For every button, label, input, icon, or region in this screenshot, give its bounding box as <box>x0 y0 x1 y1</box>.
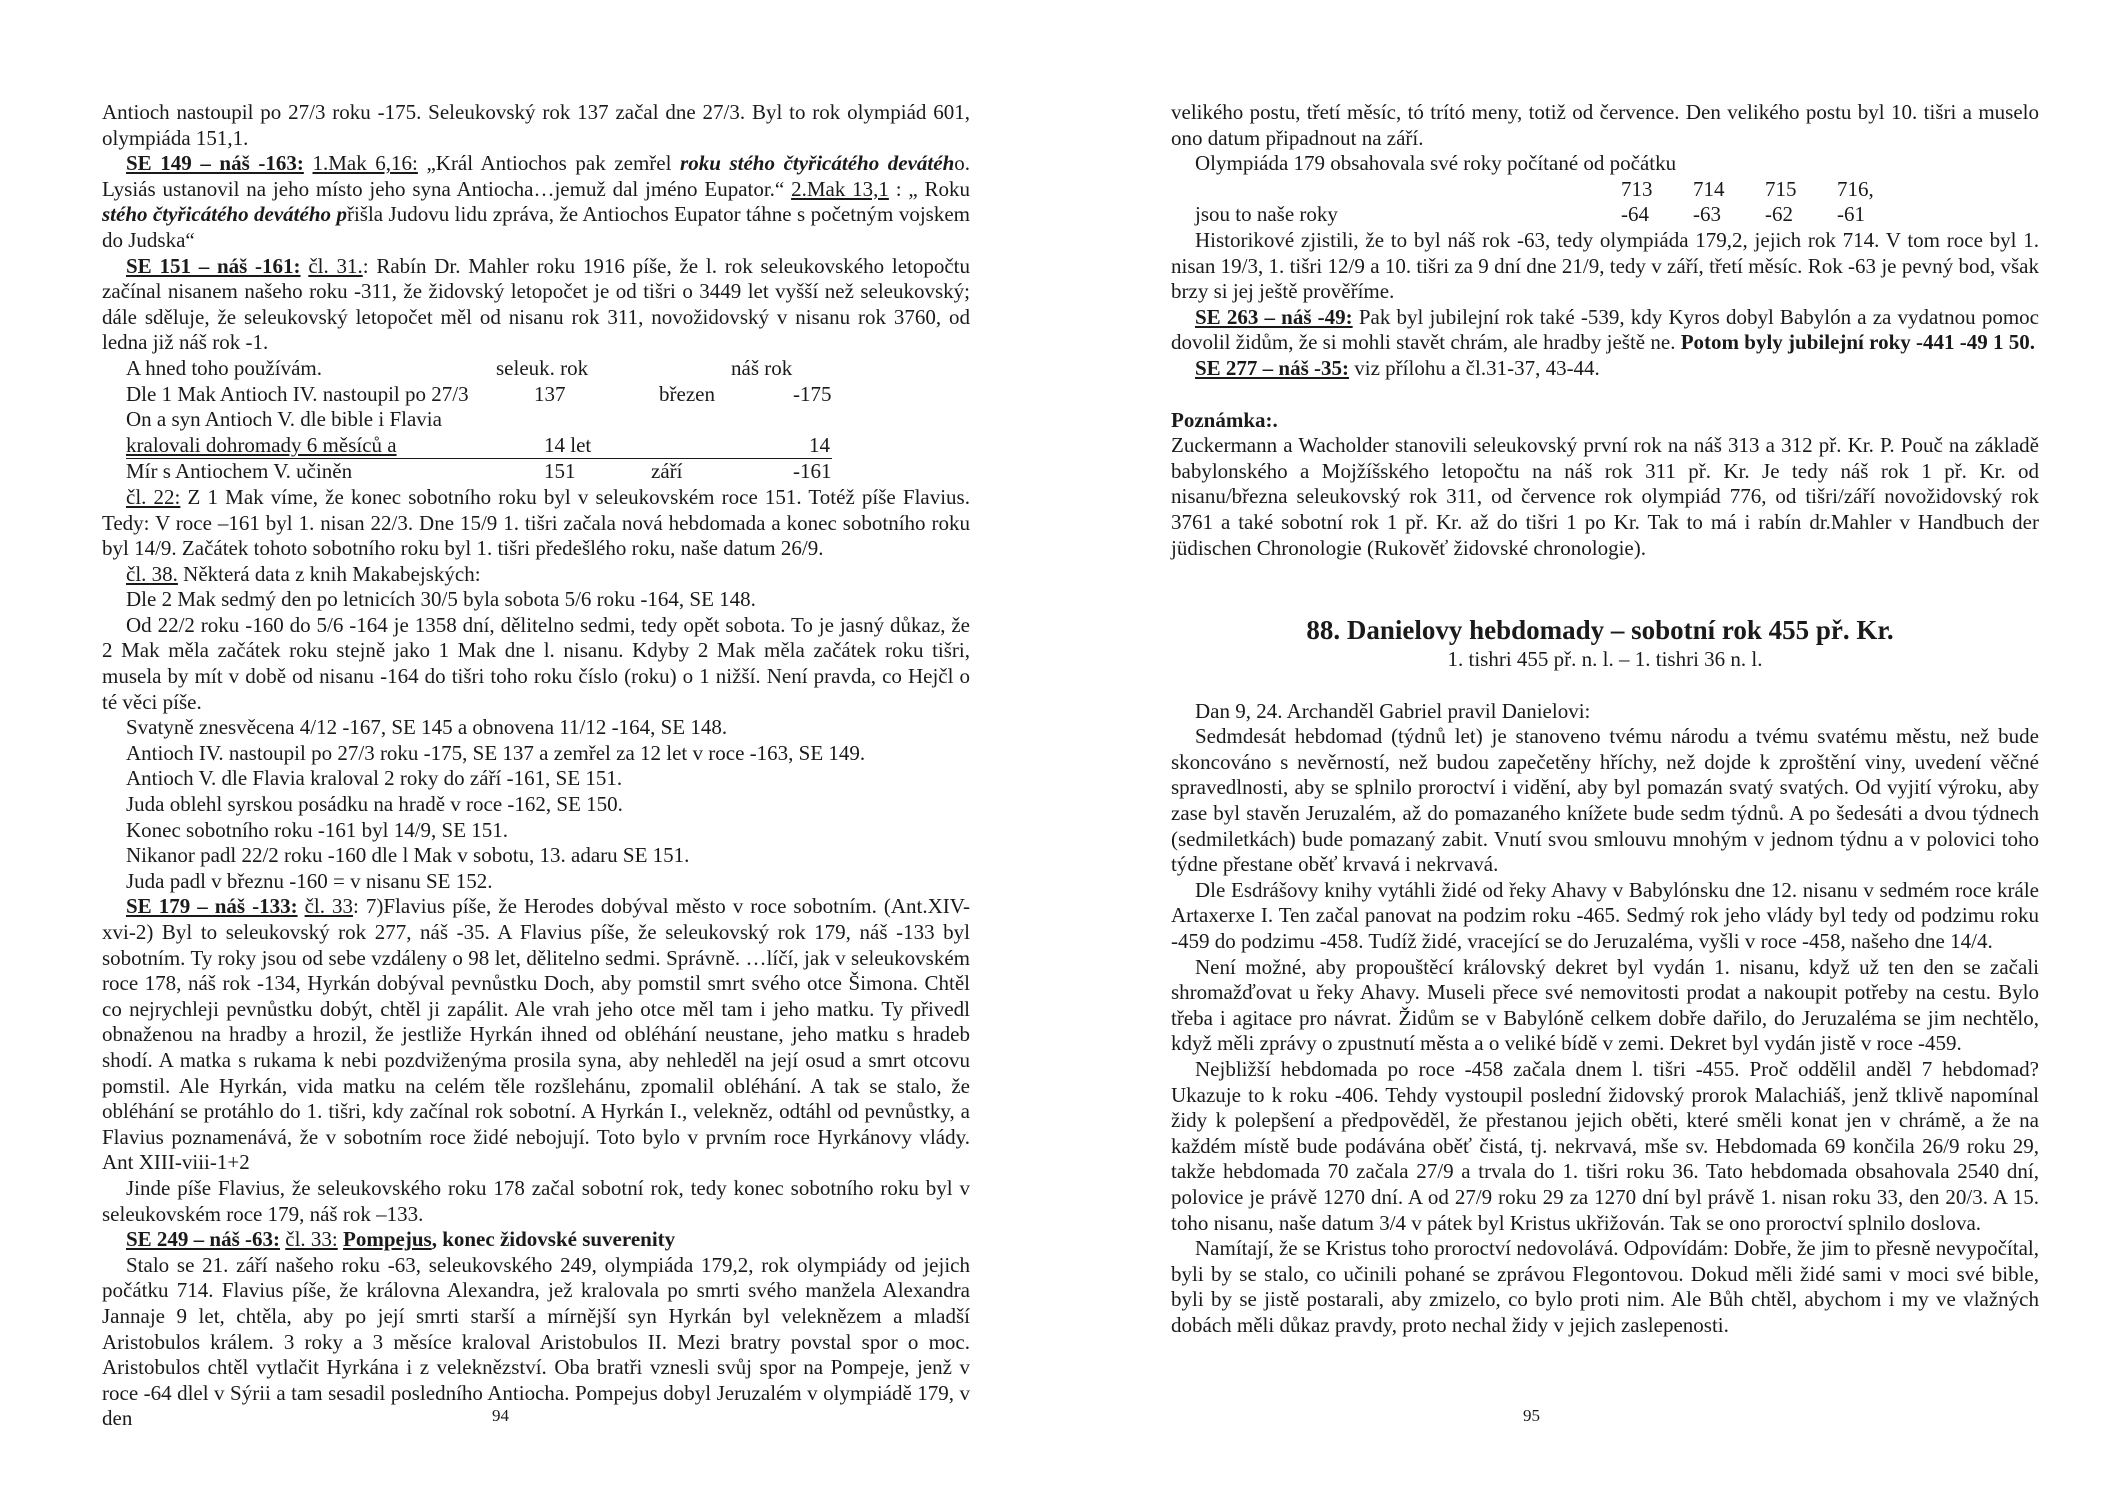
paragraph: Namítají, že se Kristus toho proroctví nedovolává. Odpovídám: Dobře, že jim to přesně nevypočítal, byli by se stalo, co učinili pohané se zprávou Flegontovou. Dokud měli židé sami v moci své bible, byli by se jistě postarali, aby zmizelo, co bylo proti nim. Ale Bůh chtěl, abychom i my ve vlažných dobách měli důkaz pravdy, proto nechal židy v jejich zaslepenosti. <box>1171 1236 2039 1337</box>
reference: 2.Mak 13,1 <box>791 176 889 201</box>
reference: 1.Mak 6,16: <box>312 151 418 176</box>
paragraph: čl. 38. Některá data z knih Makabejských: <box>126 561 481 586</box>
section-heading: SE 277 – náš -35: <box>1195 355 1350 380</box>
list-item: Antioch IV. nastoupil po 27/3 roku -175, SE 137 a zemřel za 12 let v roce -163, SE 149. <box>126 740 866 765</box>
reference: čl. 38. <box>126 561 178 586</box>
chapter-title: 88. Danielovy hebdomady – sobotní rok 455 př. Kr. <box>1306 615 1894 646</box>
right-column <box>1171 100 2039 1339</box>
chapter-subtitle: 1. tishri 455 př. n. l. – 1. tishri 36 n. l. <box>1447 647 1763 672</box>
paragraph-se277: SE 277 – náš -35: viz přílohu a čl.31-37, 43-44. <box>1195 355 1600 380</box>
paragraph-se263: SE 263 – náš -49: Pak byl jubilejní rok také -539, kdy Kyros dobyl Babylón a za vydatnou pomoc dovolil židům, že si mohli stavět chrám, ale hradby ještě ne. Potom byly jubilejní roky -441 -49 1 50. <box>1171 304 2039 355</box>
note-heading: Poznámka:. <box>1171 407 1278 432</box>
list-item: Antioch V. dle Flavia kraloval 2 roky do září -161, SE 151. <box>126 766 623 791</box>
table-row: 713 714 715 716, <box>1621 176 1874 201</box>
paragraph-se151: SE 151 – náš -161: čl. 31.: Rabín Dr. Mahler roku 1916 píše, že l. rok seleukovského letopočtu začínal nisanem našeho roku -311, že židovský letopočet je od tišri o 3449 let vyšší než seleukovský; dále sděluje, že seleukovský letopočet měl od nisanu rok 311, novožidovský v nisanu rok 3760, od ledna již náš rok -1. <box>102 253 971 355</box>
table-row: kralovali dohromady 6 měsíců a 14 let 14 <box>126 433 832 459</box>
table-row: jsou to naše roky -64 -63 -62 -61 <box>1195 202 1865 227</box>
table-header-row: A hned toho používám. seleuk. rok náš rok <box>126 355 793 380</box>
list-item: Konec sobotního roku -161 byl 14/9, SE 151. <box>126 817 509 842</box>
data-table <box>126 356 832 485</box>
page-number: 94 <box>492 1406 509 1425</box>
table-row: On a syn Antioch V. dle bible i Flavia <box>126 407 442 432</box>
reference: čl. 33 <box>304 894 354 919</box>
note-paragraph: Zuckermann a Wacholder stanovili seleukovský první rok na náš 313 a 312 př. Kr. P. Pouč na základě babylonského a Mojžíšského letopočtu na náš rok 311 př. Kr. Je tedy náš rok 1 př. Kr. od nisanu/března seleukovský rok 311, od července rok olympiád 776, od tišri/září novožidovský rok 3761 a také sobotní rok 1 př. Kr. až do tišri 1 po Kr. Tak to má i rabín dr.Mahler v Handbuch der jüdischen Chronologie (Rukověť židovské chronologie). <box>1171 433 2039 560</box>
paragraph: čl. 22: Z 1 Mak víme, že konec sobotního roku byl v seleukovském roce 151. Totéž píše Flavius. Tedy: V roce –161 byl 1. nisan 22/3. Dne 15/9 1. tišri začala nová hebdomada a konec sobotního roku byl 14/9. Začátek tohoto sobotního roku byl 1. tišri předešlého roku, naše datum 26/9. <box>102 484 970 561</box>
list-item: Svatyně znesvěcena 4/12 -167, SE 145 a obnovena 11/12 -164, SE 148. <box>126 715 728 740</box>
reference: čl. 31. <box>308 253 363 278</box>
section-heading: SE 179 – náš -133: <box>126 894 298 919</box>
page-number: 95 <box>1523 1406 1540 1425</box>
section-heading: SE 249 – náš -63: <box>126 1227 281 1252</box>
left-column <box>102 100 970 1432</box>
paragraph: Jinde píše Flavius, že seleukovského roku 178 začal sobotní rok, tedy konec sobotního roku byl v seleukovském roce 179, náš rok –133. <box>102 1175 970 1226</box>
olympiad-table <box>1171 177 1907 228</box>
table-row: Mír s Antiochem V. učiněn 151 září -161 <box>126 459 832 484</box>
paragraph: Nejbližší hebdomada po roce -458 začala dnem l. tišri -455. Proč oddělil anděl 7 hebdomad? Ukazuje to k roku -406. Tehdy vystoupil poslední židovský prorok Malachiáš, jenž tklivě napomínal židy k polepšení a předpověděl, že přestanou jejich oběti, které směli konat jen v chrámě, a že na každém místě bude podávána oběť čistá, tj. nekrvavá, mše sv. Hebdomada 69 končila 26/9 roku 29, takže hebdomada 70 začala 27/9 a trvala do 1. tišri roku 36. Tato hebdomada obsahovala 2540 dní, polovice je právě 1270 dní. A od 27/9 roku 29 za 1270 dní byl právě 1. nisan roku 33, den 20/3. A 15. toho nisanu, naše datum 3/4 v pátek byl Kristus ukřižován. Tak se ono proroctví splnilo doslova. <box>1171 1057 2039 1235</box>
paragraph: Olympiáda 179 obsahovala své roky počítané od počátku <box>1195 151 1677 176</box>
list-item: Nikanor padl 22/2 roku -160 dle l Mak v sobotu, 13. adaru SE 151. <box>126 843 690 868</box>
table-row: Dle 1 Mak Antioch IV. nastoupil po 27/3 137 březen -175 <box>126 381 832 406</box>
paragraph: Antioch nastoupil po 27/3 roku -175. Seleukovský rok 137 začal dne 27/3. Byl to rok olympiád 601, olympiáda 151,1. <box>102 100 970 150</box>
paragraph: Stalo se 21. září našeho roku -63, seleukovského 249, olympiáda 179,2, rok olympiády od jejich počátku 714. Flavius píše, že královna Alexandra, jež kralovala po smrti svého manžela Alexandra Jannaje 9 let, chtěla, aby po její smrti starší a mírnější syn Hyrkán byl veleknězem a mladší Aristobulos králem. 3 roky a 3 měsíce kraloval Aristobulos II. Mezi bratry povstal spor o moc. Aristobulos chtěl vytlačit Hyrkána i z veleknězství. Oba bratři vznesli svůj spor na Pompeje, jenž v roce -64 dlel v Sýrii a tam sesadil posledního Antiocha. Pompejus dobyl Jeruzalém v olympiádě 179, v den <box>102 1252 970 1431</box>
paragraph-se249: SE 249 – náš -63: čl. 33: Pompejus, konec židovské suverenity <box>126 1227 676 1252</box>
right-page <box>1061 0 2122 1500</box>
paragraph: Od 22/2 roku -160 do 5/6 -164 je 1358 dní, dělitelno sedmi, tedy opět sobota. To je jasný důkaz, že 2 Mak měla začátek roku stejně jako 1 Mak dne l. nisanu. Kdyby 2 Mak měla začátek roku tišri, musela by mít v době od nisanu -164 do tišri toho roku číslo (roku) o 1 nižší. Není pravda, co Hejčl o té věci píše. <box>102 612 970 714</box>
paragraph: Dle Esdrášovy knihy vytáhli židé od řeky Ahavy v Babylónsku dne 12. nisanu v sedmém roce krále Artaxerxe I. Ten začal panovat na podzim roku -465. Sedmý rok jeho vlády byl tedy od podzimu roku -459 do podzimu -458. Tudíž židé, vracející se do Jeruzaléma, vyšli v roce -458, našeho dne 14/4. <box>1171 877 2039 954</box>
section-heading: SE 263 – náš -49: <box>1195 304 1353 329</box>
reference: čl. 33: <box>285 1227 338 1252</box>
paragraph-se179: SE 179 – náš -133: čl. 33: 7)Flavius píše, že Herodes dobýval město v roce sobotním. (Ant.XIV-xvi-2) Byl to seleukovský rok 277, náš -35. A Flavius píše, že seleukovský rok 179, náš -133 byl sobotním. Ty roky jsou od sebe vzdáleny o 98 let, dělitelno sedmi. Správně. …líčí, jak v seleukovském roce 178, náš rok -134, Hyrkán dobýval pevnůstku Doch, aby pomstil smrt svého otce Šimona. Chtěl co nejrychleji pevnůstku dobýt, chtěl ji zapálit. Ale vrah jeho otce měl tam i jeho matku. Ty přivedl obnaženou na hradby a hrozil, že jestliže Hyrkán ihned od obléhání neustane, jeho matku s hradeb shodí. A matka s rukama k nebi pozdviženýma prosila syna, aby nehleděl na její osud a smrt otcovu pomstil. Ale Hyrkán, vida matku na celém těle rozšlehánu, zpomalil obléhání. A tak se stalo, že obléhání se protáhlo do 1. tišri, kdy začínal rok sobotní. A Hyrkán I., velekněz, odtáhl od pevnůstky, a Flavius poznamenává, že v sobotním roce židé nebojují. Toto bylo v prvním roce Hyrkánovy vlády. Ant XIII-viii-1+2 <box>102 894 971 1175</box>
list-item: Juda padl v březnu -160 = v nisanu SE 152. <box>126 868 493 893</box>
section-heading: SE 151 – náš -161: <box>126 253 301 278</box>
paragraph: Není možné, aby propouštěcí královský dekret byl vydán 1. nisanu, když už ten den se začali shromažďovat u řeky Ahavy. Museli přece své nemovitosti prodat a nakoupit potřeby na cestu. Bylo třeba i agitace pro návrat. Židům se v Babylóně celkem dobře dařilo, do Jeruzaléma se jim nechtělo, když měli zprávy o zpustnutí města a o veliké bídě v zemi. Dekret byl vydán jistě v roce -459. <box>1171 954 2039 1056</box>
paragraph: Sedmdesát hebdomad (týdnů let) je stanoveno tvému národu a tvému svatému městu, než bude skoncováno s nevěrností, než budou zapečetěny hříchy, než dojde k zproštění viny, uvedení věčné spravedlnosti, aby se splnilo proroctví i vidění, aby byl pomazán svatý svatých. Od vyjití výroku, aby zase byl stavěn Jeruzalém, až do pomazaného knížete bude sedm týdnů. A po šedesáti a dvou týdnech (sedmiletkách) bude pomazaný zabit. Vnutí svou smlouvu mnohým v jednom týdnu a v polovici toho týdne přestane oběť krvavá i nekrvavá. <box>1171 724 2039 877</box>
list-item: Juda oblehl syrskou posádku na hradě v roce -162, SE 150. <box>126 792 623 817</box>
paragraph: Historikové zjistili, že to byl náš rok -63, tedy olympiáda 179,2, jejich rok 714. V tom roce byl 1. nisan 19/3, 1. tišri 12/9 a 10. tišri za 9 dní dne 21/9, tedy v září, třetí měsíc. Rok -63 je pevný bod, však brzy si jej ještě prověříme. <box>1171 227 2039 304</box>
reference: čl. 22: <box>126 484 181 509</box>
paragraph: Dle 2 Mak sedmý den po letnicích 30/5 byla sobota 5/6 roku -164, SE 148. <box>126 587 756 612</box>
paragraph-se149: SE 149 – náš -163: 1.Mak 6,16: „Král Antiochos pak zemřel roku stého čtyřicátého devátého. Lysiás ustanovil na jeho místo jeho syna Antiocha…jemuž dal jméno Eupator.“ 2.Mak 13,1 : „ Roku stého čtyřicátého devátého přišla Judovu lidu zpráva, že Antiochos Eupator táhne s početným vojskem do Judska“ <box>102 151 971 252</box>
paragraph: Dan 9, 24. Archanděl Gabriel pravil Danielovi: <box>1195 698 1591 723</box>
paragraph: velikého postu, třetí měsíc, tó trító meny, totiž od července. Den velikého postu byl 10. tišri a muselo ono datum připadnout na září. <box>1171 100 2039 150</box>
section-heading: SE 149 – náš -163: <box>126 151 304 176</box>
